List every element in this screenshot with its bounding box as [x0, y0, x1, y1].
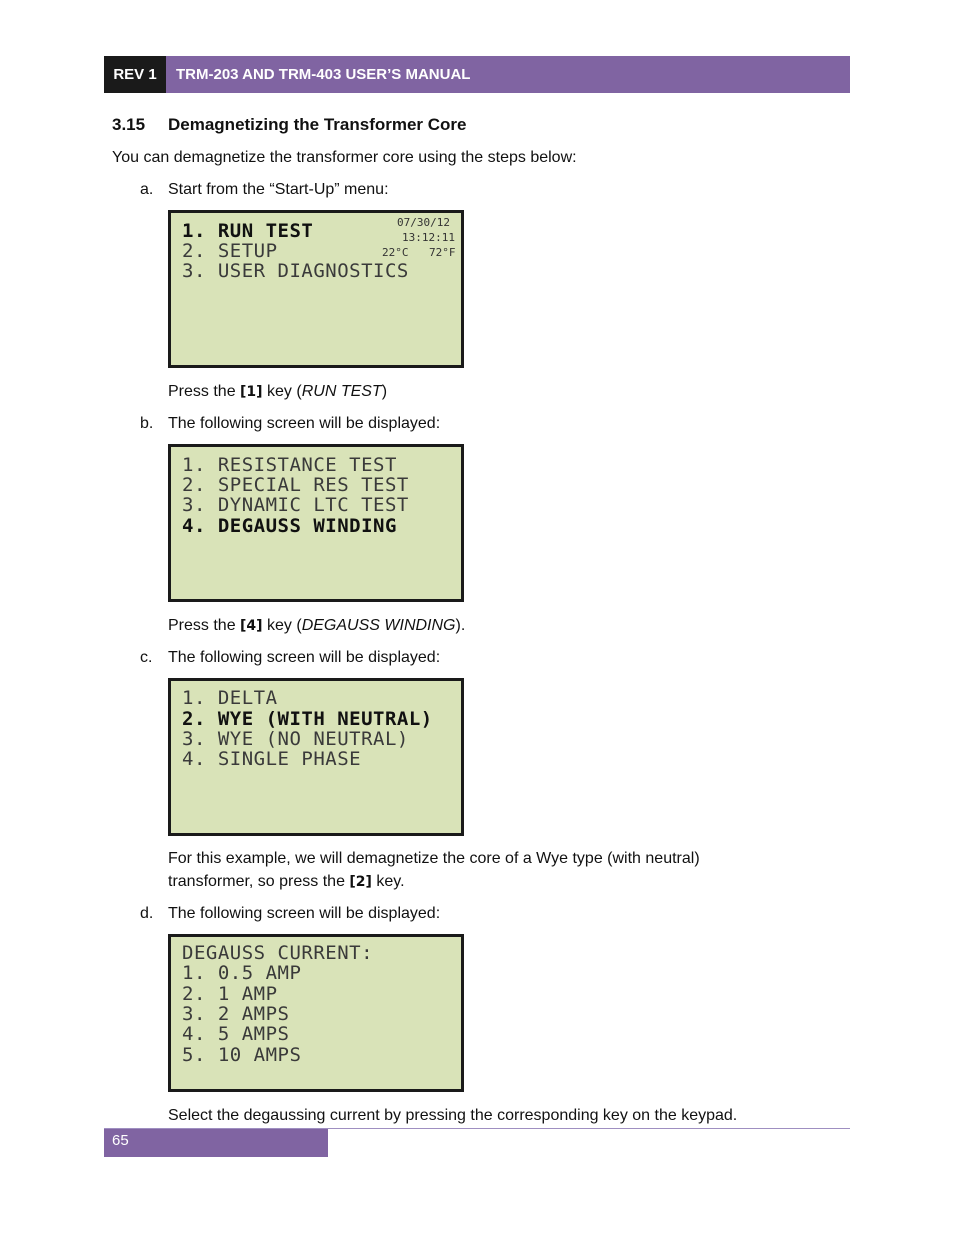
lcd-line: 4. 5 AMPS — [182, 1023, 290, 1045]
instruction-c-line2: transformer, so press the [2] key. — [168, 873, 405, 890]
lcd-line: 4. DEGAUSS WINDING — [182, 515, 397, 537]
lcd-test-menu-screen — [168, 444, 464, 602]
manual-title: TRM-203 AND TRM-403 USER’S MANUAL — [166, 56, 850, 93]
page-header — [104, 56, 850, 93]
key-1: [1] — [240, 384, 263, 400]
lcd-line: 3. 2 AMPS — [182, 1003, 290, 1025]
revision-badge: REV 1 — [104, 56, 166, 93]
lcd-line: 1. RUN TEST — [182, 220, 314, 242]
lcd-line: 3. USER DIAGNOSTICS — [182, 260, 409, 282]
lcd-time: 13:12:11 — [402, 231, 455, 244]
step-d-label: d. — [140, 905, 154, 922]
lcd-line: 3. DYNAMIC LTC TEST — [182, 494, 409, 516]
intro-text: You can demagnetize the transformer core using the steps below: — [112, 149, 577, 166]
step-d-text: The following screen will be displayed: — [168, 905, 441, 922]
key-2: [2] — [349, 874, 372, 890]
lcd-temp-f: 72°F — [429, 246, 456, 259]
lcd-line: 4. SINGLE PHASE — [182, 748, 362, 770]
lcd-line: 3. WYE (NO NEUTRAL) — [182, 728, 409, 750]
section-number: 3.15 — [112, 115, 146, 134]
lcd-winding-menu-screen — [168, 678, 464, 836]
page-number: 65 — [104, 1129, 328, 1157]
lcd-line: 1. RESISTANCE TEST — [182, 454, 397, 476]
instruction-d: Select the degaussing current by pressing the corresponding key on the keypad. — [168, 1107, 738, 1124]
lcd-startup-screen — [168, 210, 464, 368]
lcd-line: 1. DELTA — [182, 687, 278, 709]
lcd-temp-c: 22°C — [382, 246, 409, 259]
lcd-line: DEGAUSS CURRENT: — [182, 942, 374, 964]
step-c-label: c. — [140, 649, 153, 666]
lcd-line: 2. WYE (WITH NEUTRAL) — [182, 708, 433, 730]
instruction-b: Press the [4] key (DEGAUSS WINDING). — [168, 617, 466, 634]
instruction-c-line1: For this example, we will demagnetize the core of a Wye type (with neutral) — [168, 850, 700, 867]
section-title: Demagnetizing the Transformer Core — [168, 115, 467, 134]
lcd-date: 07/30/12 — [397, 216, 450, 229]
step-b-label: b. — [140, 415, 154, 432]
lcd-current-menu-screen — [168, 934, 464, 1092]
key-4: [4] — [240, 618, 263, 634]
step-b-text: The following screen will be displayed: — [168, 415, 441, 432]
instruction-a: Press the [1] key (RUN TEST) — [168, 383, 388, 400]
step-a-label: a. — [140, 181, 154, 198]
lcd-line: 5. 10 AMPS — [182, 1044, 302, 1066]
section-heading — [112, 115, 467, 135]
step-a-text: Start from the “Start-Up” menu: — [168, 181, 389, 198]
lcd-line: 2. SETUP — [182, 240, 278, 262]
lcd-line: 2. SPECIAL RES TEST — [182, 474, 409, 496]
lcd-line: 2. 1 AMP — [182, 983, 278, 1005]
step-c-text: The following screen will be displayed: — [168, 649, 441, 666]
lcd-line: 1. 0.5 AMP — [182, 962, 302, 984]
